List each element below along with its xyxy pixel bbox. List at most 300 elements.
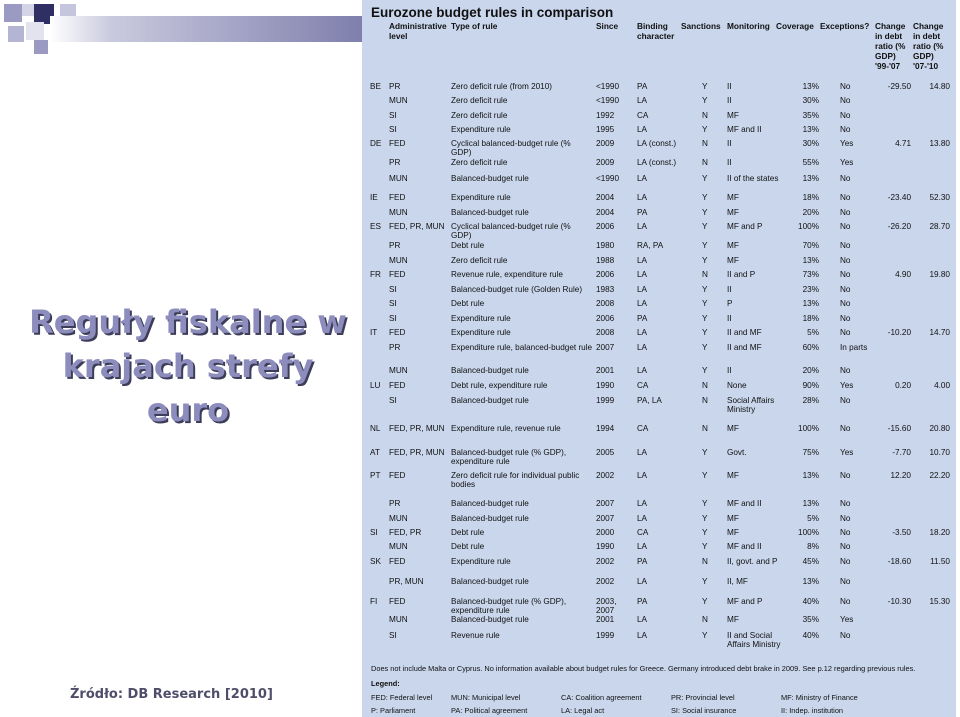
row-monitoring: None xyxy=(727,381,747,390)
row-coverage: 100% xyxy=(798,528,819,537)
slide-title-line-1: Reguły fiskalne w xyxy=(29,303,347,341)
legend-item: II: Indep. institution xyxy=(781,706,844,715)
row-monitoring: MF xyxy=(727,241,739,250)
row-binding-character: CA xyxy=(637,424,649,433)
table-row xyxy=(362,299,956,313)
row-sanctions: Y xyxy=(702,542,708,551)
row-binding-character: LA xyxy=(637,471,648,480)
legend-item: PR: Provincial level xyxy=(671,693,735,702)
row-since: 2006 xyxy=(596,270,615,279)
row-admin-level: FED xyxy=(389,270,406,279)
row-sanctions: N xyxy=(702,615,708,624)
row-monitoring: II xyxy=(727,366,732,375)
row-rule-type: Zero deficit rule xyxy=(451,158,508,167)
row-sanctions: Y xyxy=(702,193,708,202)
row-debt-change-99-07: -23.40 xyxy=(887,193,911,202)
row-rule-type: Cyclical balanced-budget rule (% GDP) xyxy=(451,139,571,157)
row-sanctions: N xyxy=(702,424,708,433)
row-rule-type: Debt rule xyxy=(451,241,485,250)
row-exceptions: No xyxy=(840,528,851,537)
row-country: FI xyxy=(370,597,378,606)
row-since: <1990 xyxy=(596,96,619,105)
row-exceptions: No xyxy=(840,542,851,551)
row-rule-type: Balanced-budget rule xyxy=(451,514,529,523)
row-exceptions: No xyxy=(840,366,851,375)
row-sanctions: Y xyxy=(702,577,708,586)
row-sanctions: Y xyxy=(702,448,708,457)
deco-square-icon xyxy=(4,4,22,22)
row-coverage: 13% xyxy=(802,299,819,308)
row-admin-level: PR xyxy=(389,82,401,91)
deco-square-icon xyxy=(8,26,24,42)
slide-title xyxy=(18,300,358,432)
row-monitoring: MF xyxy=(727,111,739,120)
row-coverage: 35% xyxy=(802,615,819,624)
row-binding-character: PA, LA xyxy=(637,396,662,405)
row-monitoring: MF xyxy=(727,424,739,433)
row-sanctions: Y xyxy=(702,125,708,134)
header-binding: Binding character xyxy=(637,21,675,41)
row-since: 1980 xyxy=(596,241,615,250)
row-monitoring: Govt. xyxy=(727,448,747,457)
row-admin-level: PR xyxy=(389,343,401,352)
table-row xyxy=(362,82,956,96)
row-monitoring: II and Social Affairs Ministry xyxy=(727,631,781,649)
row-exceptions: No xyxy=(840,471,851,480)
row-rule-type: Zero deficit rule xyxy=(451,111,508,120)
deco-square-icon xyxy=(34,40,48,54)
row-exceptions: Yes xyxy=(840,158,854,167)
row-country: SI xyxy=(370,528,378,537)
row-monitoring: II of the states xyxy=(727,174,779,183)
row-admin-level: FED xyxy=(389,471,406,480)
row-coverage: 18% xyxy=(802,314,819,323)
row-binding-character: LA xyxy=(637,366,648,375)
row-rule-type: Cyclical balanced-budget rule (% GDP) xyxy=(451,222,571,240)
header-type: Type of rule xyxy=(451,21,498,31)
row-monitoring: II xyxy=(727,82,732,91)
row-admin-level: FED xyxy=(389,381,406,390)
row-debt-change-99-07: -10.30 xyxy=(887,597,911,606)
header-gradient-bar xyxy=(50,16,362,42)
row-coverage: 90% xyxy=(802,381,819,390)
row-binding-character: LA xyxy=(637,96,648,105)
row-coverage: 13% xyxy=(802,125,819,134)
row-coverage: 20% xyxy=(802,208,819,217)
row-rule-type: Expenditure rule, balanced-budget rule xyxy=(451,343,593,352)
table-row xyxy=(362,241,956,255)
table-row xyxy=(362,158,956,172)
row-debt-change-99-07: -18.60 xyxy=(887,557,911,566)
header-monitoring: Monitoring xyxy=(727,21,770,31)
deco-square-icon xyxy=(26,22,44,40)
row-admin-level: SI xyxy=(389,631,397,640)
row-admin-level: SI xyxy=(389,396,397,405)
table-row xyxy=(362,139,956,157)
row-binding-character: LA xyxy=(637,174,648,183)
row-since: 2001 xyxy=(596,366,615,375)
table-row xyxy=(362,542,956,556)
row-binding-character: CA xyxy=(637,528,649,537)
row-debt-change-99-07: -10.20 xyxy=(887,328,911,337)
row-since: <1990 xyxy=(596,174,619,183)
row-exceptions: No xyxy=(840,111,851,120)
row-monitoring: MF xyxy=(727,471,739,480)
row-admin-level: FED xyxy=(389,597,406,606)
row-admin-level: MUN xyxy=(389,96,408,105)
row-binding-character: LA xyxy=(637,499,648,508)
row-since: 2002 xyxy=(596,557,615,566)
row-since: 2008 xyxy=(596,299,615,308)
row-monitoring: II, govt. and P xyxy=(727,557,778,566)
row-sanctions: Y xyxy=(702,285,708,294)
row-since: 1995 xyxy=(596,125,615,134)
row-rule-type: Balanced-budget rule xyxy=(451,615,529,624)
row-rule-type: Expenditure rule xyxy=(451,328,511,337)
row-country: AT xyxy=(370,448,380,457)
row-binding-character: LA xyxy=(637,285,648,294)
row-coverage: 5% xyxy=(807,514,819,523)
row-country: SK xyxy=(370,557,381,566)
row-admin-level: PR xyxy=(389,158,401,167)
row-rule-type: Balanced-budget rule (Golden Rule) xyxy=(451,285,583,294)
row-debt-change-99-07: -3.50 xyxy=(892,528,911,537)
row-country: LU xyxy=(370,381,381,390)
row-sanctions: Y xyxy=(702,208,708,217)
legend-item: PA: Political agreement xyxy=(451,706,528,715)
table-row xyxy=(362,208,956,222)
row-coverage: 28% xyxy=(802,396,819,405)
row-since: <1990 xyxy=(596,82,619,91)
row-binding-character: LA xyxy=(637,299,648,308)
row-exceptions: No xyxy=(840,125,851,134)
row-since: 2002 xyxy=(596,577,615,586)
table-row xyxy=(362,577,956,591)
row-monitoring: Social Affairs Ministry xyxy=(727,396,775,414)
header-change-99-07: Change in debt ratio (% GDP) '99-'07 xyxy=(875,21,906,71)
row-sanctions: N xyxy=(702,111,708,120)
table-row xyxy=(362,270,956,284)
row-binding-character: CA xyxy=(637,381,649,390)
row-exceptions: No xyxy=(840,597,851,606)
header-sanctions: Sanctions xyxy=(681,21,721,31)
row-since: 2007 xyxy=(596,343,615,352)
row-sanctions: Y xyxy=(702,328,708,337)
row-coverage: 23% xyxy=(802,285,819,294)
row-coverage: 100% xyxy=(798,424,819,433)
row-exceptions: No xyxy=(840,328,851,337)
row-sanctions: Y xyxy=(702,528,708,537)
row-sanctions: Y xyxy=(702,174,708,183)
row-coverage: 35% xyxy=(802,111,819,120)
table-row xyxy=(362,631,956,649)
row-since: 1983 xyxy=(596,285,615,294)
row-admin-level: FED, PR, MUN xyxy=(389,222,445,231)
row-sanctions: Y xyxy=(702,256,708,265)
row-country: BE xyxy=(370,82,381,91)
row-since: 2009 xyxy=(596,139,615,148)
row-debt-change-07-10: 15.30 xyxy=(929,597,950,606)
legend-item: MUN: Municipal level xyxy=(451,693,521,702)
row-binding-character: LA xyxy=(637,125,648,134)
row-sanctions: Y xyxy=(702,631,708,640)
row-admin-level: MUN xyxy=(389,208,408,217)
row-since: 2005 xyxy=(596,448,615,457)
row-sanctions: Y xyxy=(702,222,708,231)
row-exceptions: No xyxy=(840,82,851,91)
row-exceptions: No xyxy=(840,314,851,323)
row-debt-change-99-07: 4.71 xyxy=(895,139,911,148)
row-exceptions: Yes xyxy=(840,615,854,624)
row-since: 1999 xyxy=(596,396,615,405)
row-country: PT xyxy=(370,471,381,480)
row-rule-type: Zero deficit rule xyxy=(451,256,508,265)
row-monitoring: II xyxy=(727,96,732,105)
row-since: 2009 xyxy=(596,158,615,167)
table-row xyxy=(362,366,956,380)
row-admin-level: MUN xyxy=(389,514,408,523)
row-exceptions: No xyxy=(840,270,851,279)
table-row xyxy=(362,528,956,542)
row-sanctions: N xyxy=(702,158,708,167)
row-binding-character: LA xyxy=(637,514,648,523)
header-change-07-10: Change in debt ratio (% GDP) '07-'10 xyxy=(913,21,944,71)
row-debt-change-07-10: 10.70 xyxy=(929,448,950,457)
row-coverage: 30% xyxy=(802,96,819,105)
row-monitoring: MF xyxy=(727,514,739,523)
row-monitoring: II xyxy=(727,314,732,323)
row-monitoring: II and MF xyxy=(727,343,762,352)
table-row xyxy=(362,499,956,513)
slide-title-line-2: krajach strefy euro xyxy=(62,347,314,429)
table-row xyxy=(362,256,956,270)
row-debt-change-07-10: 28.70 xyxy=(929,222,950,231)
row-sanctions: N xyxy=(702,270,708,279)
row-binding-character: PA xyxy=(637,597,648,606)
row-sanctions: Y xyxy=(702,366,708,375)
row-sanctions: N xyxy=(702,139,708,148)
row-since: 2004 xyxy=(596,193,615,202)
row-rule-type: Debt rule xyxy=(451,542,485,551)
row-monitoring: P xyxy=(727,299,733,308)
table-row xyxy=(362,174,956,188)
row-exceptions: No xyxy=(840,208,851,217)
row-monitoring: MF and II xyxy=(727,125,762,134)
row-sanctions: Y xyxy=(702,82,708,91)
header-coverage: Coverage xyxy=(776,21,814,31)
row-since: 2006 xyxy=(596,314,615,323)
row-since: 2008 xyxy=(596,328,615,337)
row-country: FR xyxy=(370,270,381,279)
row-debt-change-99-07: -29.50 xyxy=(887,82,911,91)
row-binding-character: LA xyxy=(637,256,648,265)
row-coverage: 75% xyxy=(802,448,819,457)
row-binding-character: LA xyxy=(637,193,648,202)
row-admin-level: FED xyxy=(389,557,406,566)
row-debt-change-07-10: 11.50 xyxy=(930,557,950,566)
row-coverage: 13% xyxy=(802,499,819,508)
row-debt-change-07-10: 14.70 xyxy=(929,328,950,337)
row-coverage: 13% xyxy=(802,577,819,586)
table-row xyxy=(362,314,956,328)
row-monitoring: MF and P xyxy=(727,597,763,606)
header-exceptions: Exceptions? xyxy=(820,21,870,31)
row-admin-level: PR xyxy=(389,241,401,250)
row-since: 1999 xyxy=(596,631,615,640)
row-rule-type: Expenditure rule xyxy=(451,125,511,134)
row-monitoring: II and P xyxy=(727,270,756,279)
row-coverage: 18% xyxy=(802,193,819,202)
row-since: 2006 xyxy=(596,222,615,231)
row-exceptions: In parts xyxy=(840,343,868,352)
table-title: Eurozone budget rules in comparison xyxy=(371,5,614,20)
row-binding-character: PA xyxy=(637,82,648,91)
row-coverage: 13% xyxy=(802,256,819,265)
row-rule-type: Zero deficit rule (from 2010) xyxy=(451,82,553,91)
row-rule-type: Expenditure rule xyxy=(451,193,511,202)
table-row xyxy=(362,222,956,240)
table-row xyxy=(362,343,956,357)
row-rule-type: Zero deficit rule xyxy=(451,96,508,105)
row-exceptions: No xyxy=(840,96,851,105)
row-sanctions: Y xyxy=(702,499,708,508)
row-rule-type: Balanced-budget rule (% GDP), expenditure rule xyxy=(451,597,567,615)
row-monitoring: MF xyxy=(727,528,739,537)
row-debt-change-99-07: -26.20 xyxy=(887,222,911,231)
row-since: 1988 xyxy=(596,256,615,265)
row-sanctions: N xyxy=(702,396,708,405)
row-coverage: 40% xyxy=(802,631,819,640)
row-since: 1990 xyxy=(596,381,615,390)
row-coverage: 55% xyxy=(802,158,819,167)
row-exceptions: No xyxy=(840,241,851,250)
row-exceptions: No xyxy=(840,222,851,231)
row-country: IE xyxy=(370,193,378,202)
row-monitoring: II and MF xyxy=(727,328,762,337)
row-rule-type: Balanced-budget rule xyxy=(451,396,529,405)
row-sanctions: N xyxy=(702,381,708,390)
row-binding-character: LA (const.) xyxy=(637,139,677,148)
row-admin-level: MUN xyxy=(389,174,408,183)
row-since: 2004 xyxy=(596,208,615,217)
row-exceptions: No xyxy=(840,631,851,640)
row-binding-character: LA xyxy=(637,222,648,231)
row-binding-character: LA xyxy=(637,328,648,337)
row-monitoring: MF xyxy=(727,208,739,217)
legend-item: FED: Federal level xyxy=(371,693,433,702)
row-rule-type: Zero deficit rule for individual public bodies xyxy=(451,471,580,489)
row-monitoring: MF and P xyxy=(727,222,763,231)
row-admin-level: PR xyxy=(389,499,401,508)
row-binding-character: LA xyxy=(637,631,648,640)
row-admin-level: MUN xyxy=(389,256,408,265)
row-debt-change-07-10: 4.00 xyxy=(934,381,950,390)
row-binding-character: LA xyxy=(637,615,648,624)
row-admin-level: FED, PR, MUN xyxy=(389,448,445,457)
legend-item: P: Parliament xyxy=(371,706,416,715)
table-row xyxy=(362,424,956,438)
row-coverage: 13% xyxy=(802,82,819,91)
row-exceptions: Yes xyxy=(840,381,854,390)
row-coverage: 73% xyxy=(802,270,819,279)
row-monitoring: MF xyxy=(727,256,739,265)
legend-item: SI: Social insurance xyxy=(671,706,737,715)
row-coverage: 30% xyxy=(802,139,819,148)
row-rule-type: Revenue rule xyxy=(451,631,500,640)
row-exceptions: No xyxy=(840,256,851,265)
budget-rules-table-panel xyxy=(362,0,956,717)
table-row xyxy=(362,597,956,615)
row-sanctions: Y xyxy=(702,514,708,523)
row-debt-change-99-07: 0.20 xyxy=(895,381,911,390)
row-exceptions: Yes xyxy=(840,448,854,457)
row-since: 2007 xyxy=(596,514,615,523)
header-since: Since xyxy=(596,21,619,31)
row-exceptions: No xyxy=(840,193,851,202)
legend xyxy=(371,679,951,715)
row-debt-change-07-10: 20.80 xyxy=(929,424,950,433)
row-coverage: 60% xyxy=(802,343,819,352)
row-rule-type: Debt rule, expenditure rule xyxy=(451,381,548,390)
source-citation: Źródło: DB Research [2010] xyxy=(70,687,273,702)
row-since: 2001 xyxy=(596,615,615,624)
deco-square-icon xyxy=(22,4,34,16)
row-coverage: 20% xyxy=(802,366,819,375)
row-admin-level: PR, MUN xyxy=(389,577,424,586)
row-exceptions: No xyxy=(840,396,851,405)
row-monitoring: MF and II xyxy=(727,542,762,551)
row-coverage: 100% xyxy=(798,222,819,231)
row-admin-level: MUN xyxy=(389,615,408,624)
row-sanctions: N xyxy=(702,557,708,566)
row-rule-type: Balanced-budget rule xyxy=(451,577,529,586)
row-coverage: 13% xyxy=(802,471,819,480)
row-rule-type: Debt rule xyxy=(451,528,485,537)
row-debt-change-99-07: -7.70 xyxy=(892,448,911,457)
row-binding-character: CA xyxy=(637,111,649,120)
row-exceptions: No xyxy=(840,285,851,294)
row-admin-level: FED, PR, MUN xyxy=(389,424,445,433)
row-since: 2000 xyxy=(596,528,615,537)
row-sanctions: Y xyxy=(702,471,708,480)
row-monitoring: MF xyxy=(727,193,739,202)
row-admin-level: FED xyxy=(389,328,406,337)
row-exceptions: No xyxy=(840,424,851,433)
row-exceptions: No xyxy=(840,299,851,308)
row-admin-level: SI xyxy=(389,299,397,308)
row-admin-level: SI xyxy=(389,111,397,120)
row-admin-level: MUN xyxy=(389,366,408,375)
row-exceptions: No xyxy=(840,557,851,566)
table-row xyxy=(362,471,956,489)
row-debt-change-07-10: 52.30 xyxy=(929,193,950,202)
row-admin-level: MUN xyxy=(389,542,408,551)
row-sanctions: Y xyxy=(702,96,708,105)
row-debt-change-99-07: 12.20 xyxy=(890,471,911,480)
row-since: 1990 xyxy=(596,542,615,551)
row-rule-type: Expenditure rule, revenue rule xyxy=(451,424,561,433)
row-binding-character: RA, PA xyxy=(637,241,664,250)
row-rule-type: Balanced-budget rule xyxy=(451,366,529,375)
table-row xyxy=(362,96,956,110)
row-monitoring: II, MF xyxy=(727,577,748,586)
row-sanctions: Y xyxy=(702,241,708,250)
row-sanctions: Y xyxy=(702,314,708,323)
row-monitoring: II xyxy=(727,285,732,294)
row-binding-character: LA xyxy=(637,343,648,352)
row-sanctions: Y xyxy=(702,343,708,352)
table-row xyxy=(362,448,956,466)
